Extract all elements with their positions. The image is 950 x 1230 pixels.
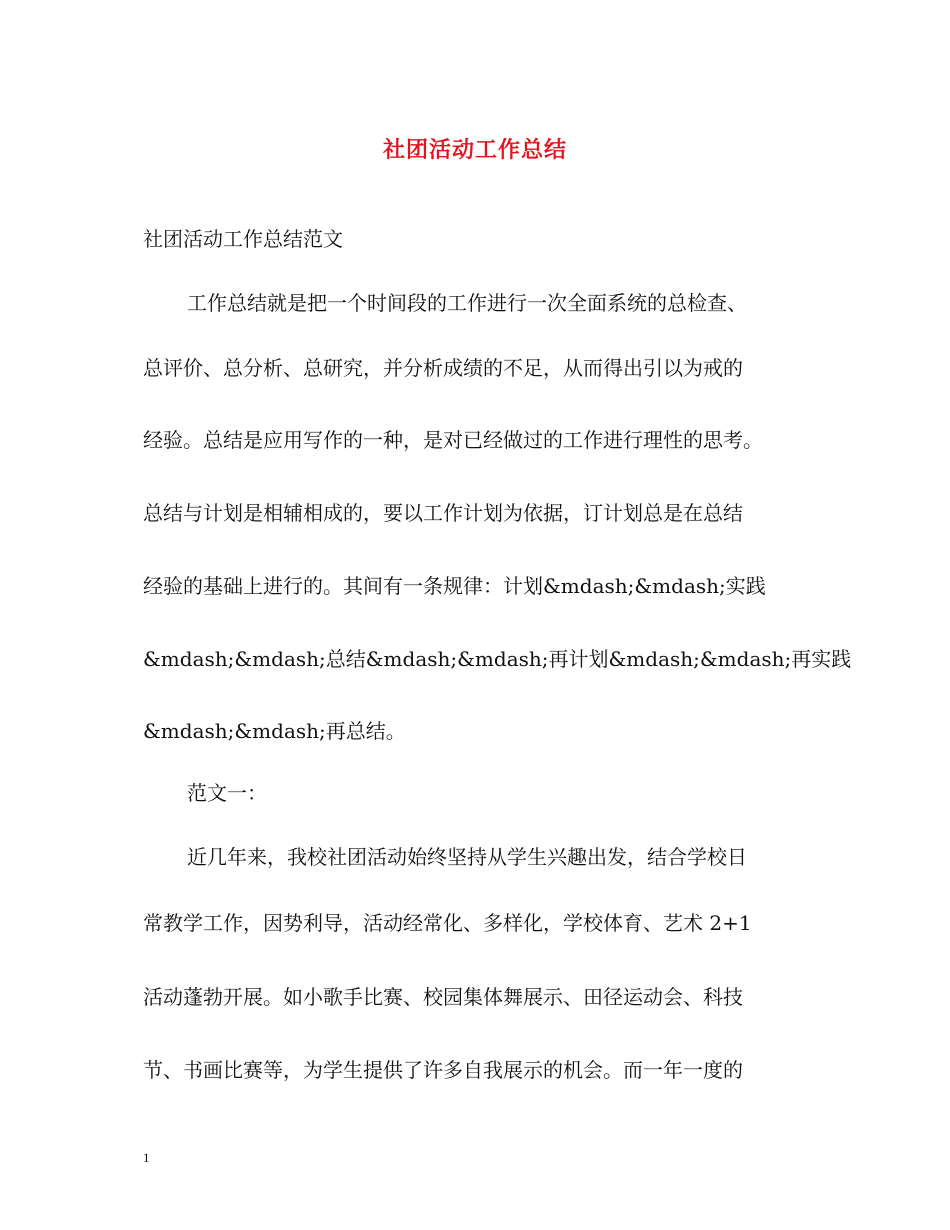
paragraph-line: 常教学工作，因势利导，活动经常化、多样化，学校体育、艺术 2+1 [143, 911, 752, 935]
paragraph-line: 总结与计划是相辅相成的，要以工作计划为依据，订计划总是在总结 [143, 501, 743, 525]
paragraph-line: &mdash;&mdash;再总结。 [143, 719, 406, 743]
document-subtitle: 社团活动工作总结范文 [143, 227, 343, 251]
page-number: 1 [143, 1150, 150, 1165]
paragraph-line: 节、书画比赛等，为学生提供了许多自我展示的机会。而一年一度的 [143, 1058, 743, 1082]
document-title: 社团活动工作总结 [382, 137, 567, 163]
paragraph-line: 活动蓬勃开展。如小歌手比赛、校园集体舞展示、田径运动会、科技 [143, 985, 743, 1009]
paragraph-line: &mdash;&mdash;总结&mdash;&mdash;再计划&mdash;&mdash;再实践 [143, 647, 852, 671]
paragraph-line: 经验的基础上进行的。其间有一条规律：计划&mdash;&mdash;实践 [143, 574, 766, 598]
paragraph-line: 总评价、总分析、总研究，并分析成绩的不足，从而得出引以为戒的 [143, 356, 743, 380]
paragraph-line: 近几年来，我校社团活动始终坚持从学生兴趣出发，结合学校日 [187, 845, 747, 869]
paragraph-line: 工作总结就是把一个时间段的工作进行一次全面系统的总检查、 [187, 291, 747, 315]
paragraph-line: 经验。总结是应用写作的一种，是对已经做过的工作进行理性的思考。 [143, 428, 763, 452]
section-heading: 范文一： [187, 781, 267, 805]
